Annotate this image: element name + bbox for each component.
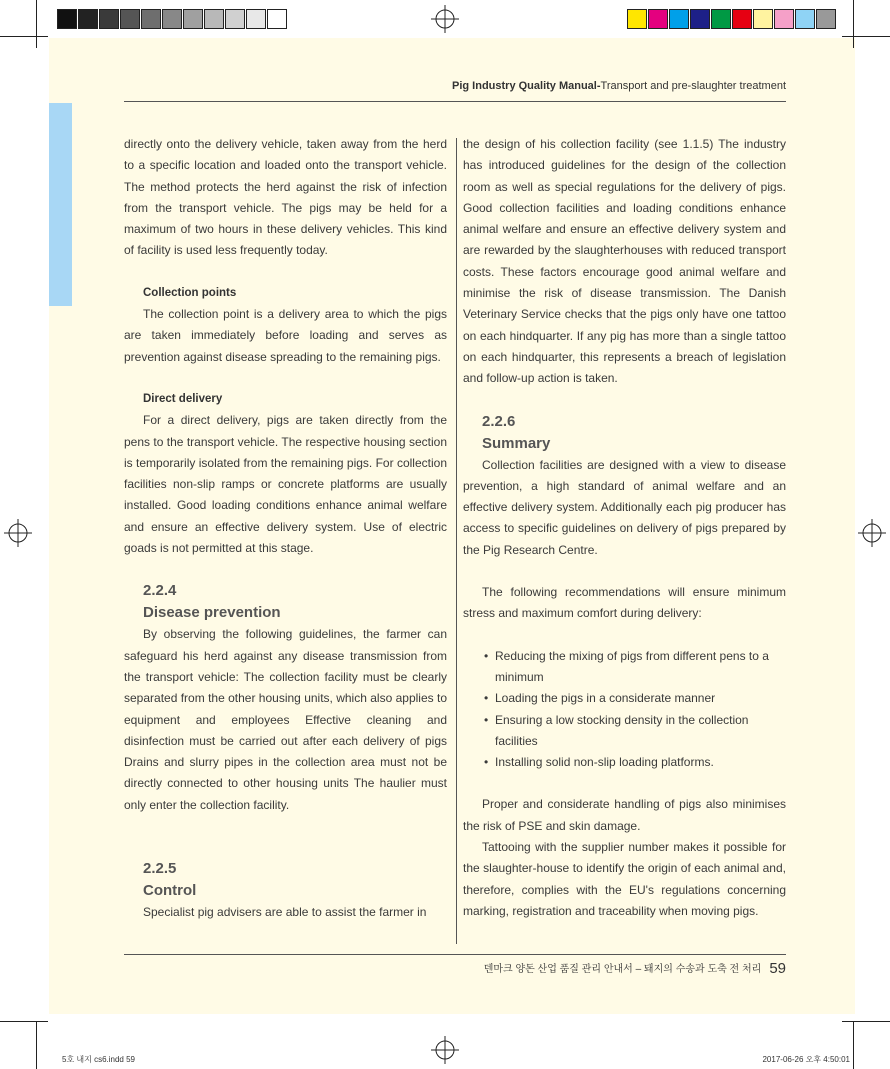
footer-rule [124, 954, 786, 955]
crop-mark [842, 36, 890, 37]
color-swatch [816, 9, 836, 29]
subheading-collection-points: Collection points [143, 286, 237, 299]
color-swatch [753, 9, 773, 29]
color-swatch [795, 9, 815, 29]
color-swatch [732, 9, 752, 29]
running-footer [124, 960, 786, 977]
section-number: 2.2.4 [143, 582, 177, 600]
paragraph: directly onto the delivery vehicle, taken away from the herd to a specific location and loaded onto the transport vehicle. The method protects the herd against the risk of infection from the transport vehicle. The pigs may be held for a maximum of two hours in these delivery vehicles. This kind of facility is used less frequently today. [124, 137, 447, 258]
crop-mark [853, 1021, 854, 1069]
header-subtitle: Transport and pre-slaughter treatment [600, 80, 786, 92]
color-swatch [711, 9, 731, 29]
color-swatch [183, 9, 203, 29]
list-item: • Installing solid non-slip loading platforms. [482, 752, 786, 773]
paragraph: Collection facilities are designed with a view to disease prevention, a high standard of animal welfare and an effective delivery system. Additionally each pig producer has access to specific guidelines on delivery of pigs prepared by the Pig Research Centre. [463, 457, 786, 557]
list-item: • Reducing the mixing of pigs from different pens to a minimum [482, 646, 786, 689]
color-swatch [225, 9, 245, 29]
color-swatch [246, 9, 266, 29]
color-swatch [99, 9, 119, 29]
registration-mark-top [431, 5, 459, 33]
color-swatch [774, 9, 794, 29]
paragraph: The collection point is a delivery area to which the pigs are taken immediately before loading and serves as prevention against disease spreading to the remaining pigs. [124, 307, 447, 364]
color-swatch [204, 9, 224, 29]
crop-mark [36, 1021, 37, 1069]
paragraph: Tattooing with the supplier number makes it possible for the slaughter-house to identify the origin of each animal and, therefore, complies with the EU's regulations concerning marking, registration and traceability when moving pigs. [463, 840, 786, 918]
section-title: Disease prevention [143, 604, 281, 622]
recommendation-list [463, 646, 786, 774]
left-column [124, 134, 447, 923]
registration-mark-left [4, 519, 32, 547]
list-item: • Loading the pigs in a considerate manner [482, 688, 786, 709]
paragraph: Specialist pig advisers are able to assist the farmer in [143, 905, 427, 920]
slug-filename: 5호 내지 cs6.indd 59 [62, 1055, 135, 1064]
running-header [124, 80, 786, 92]
subheading-direct-delivery: Direct delivery [143, 392, 223, 405]
list-item: • Ensuring a low stocking density in the collection facilities [482, 710, 786, 753]
color-swatch [648, 9, 668, 29]
color-swatch [267, 9, 287, 29]
crop-mark [853, 0, 854, 48]
color-swatch [669, 9, 689, 29]
registration-mark-right [858, 519, 886, 547]
paragraph: For a direct delivery, pigs are taken directly from the pens to the transport vehicle. The respective housing section is temporarily isolated from the remaining pigs. For collection facilities non-slip ramps or concrete platforms are usually installed. Good loading conditions enhance animal welfare and ensure an effective delivery system. Use of electric goads is not permitted at this stage. [124, 413, 447, 556]
paragraph: By observing the following guidelines, the farmer can safeguard his herd against any disease transmission from the transport vehicle: The collection facility must be clearly separated from the other housing units, which also applies to equipment and employees Effective cleaning and disinfection must be carried out after each delivery of pigs Drains and slurry pipes in the collection area must not be directly connected to other housing units The haulier must only enter the collection facility. [124, 627, 447, 812]
crop-mark [842, 1021, 890, 1022]
color-swatch [627, 9, 647, 29]
footer-title: 덴마크 양돈 산업 품질 관리 안내서 – 돼지의 수송과 도축 전 처리 [483, 964, 762, 975]
slug-timestamp: 2017-06-26 오후 4:50:01 [762, 1055, 850, 1064]
section-number: 2.2.6 [482, 412, 516, 430]
paragraph: The following recommendations will ensure minimum stress and maximum comfort during delivery: [463, 585, 786, 621]
color-swatch [162, 9, 182, 29]
header-title: Pig Industry Quality Manual- [452, 80, 601, 92]
column-divider [456, 138, 457, 944]
paragraph: Proper and considerate handling of pigs also minimises the risk of PSE and skin damage. [463, 797, 786, 833]
color-swatch [690, 9, 710, 29]
crop-mark [0, 1021, 48, 1022]
section-number: 2.2.5 [143, 860, 177, 878]
paragraph: the design of his collection facility (see 1.1.5) The industry has introduced guidelines for the design of the collection room as well as special regulations for the delivery of pigs. Good collection facilities and loading conditions enhance animal welfare and ensure an effective delivery system and are rewarded by the slaughterhouses with reduced transport costs. These factors encourage good animal welfare and minimise the risk of disease transmission. The Danish Veterinary Service checks that the pigs only have one tattoo on each hindquarter. If any pig has more than a single tattoo on each hindquarter, this represents a breach of legislation and follow-up action is taken. [463, 137, 786, 386]
crop-mark [0, 36, 48, 37]
color-swatch [78, 9, 98, 29]
registration-mark-bottom [431, 1036, 459, 1064]
section-title: Control [143, 882, 197, 900]
right-column [463, 134, 786, 922]
crop-mark [36, 0, 37, 48]
header-rule [124, 101, 786, 102]
section-tab-marker [49, 103, 72, 306]
color-swatch [120, 9, 140, 29]
color-swatch [57, 9, 77, 29]
color-swatch-bar [627, 9, 837, 29]
grayscale-swatch-bar [57, 9, 288, 29]
page-number: 59 [769, 960, 786, 977]
section-title: Summary [482, 434, 551, 452]
color-swatch [141, 9, 161, 29]
